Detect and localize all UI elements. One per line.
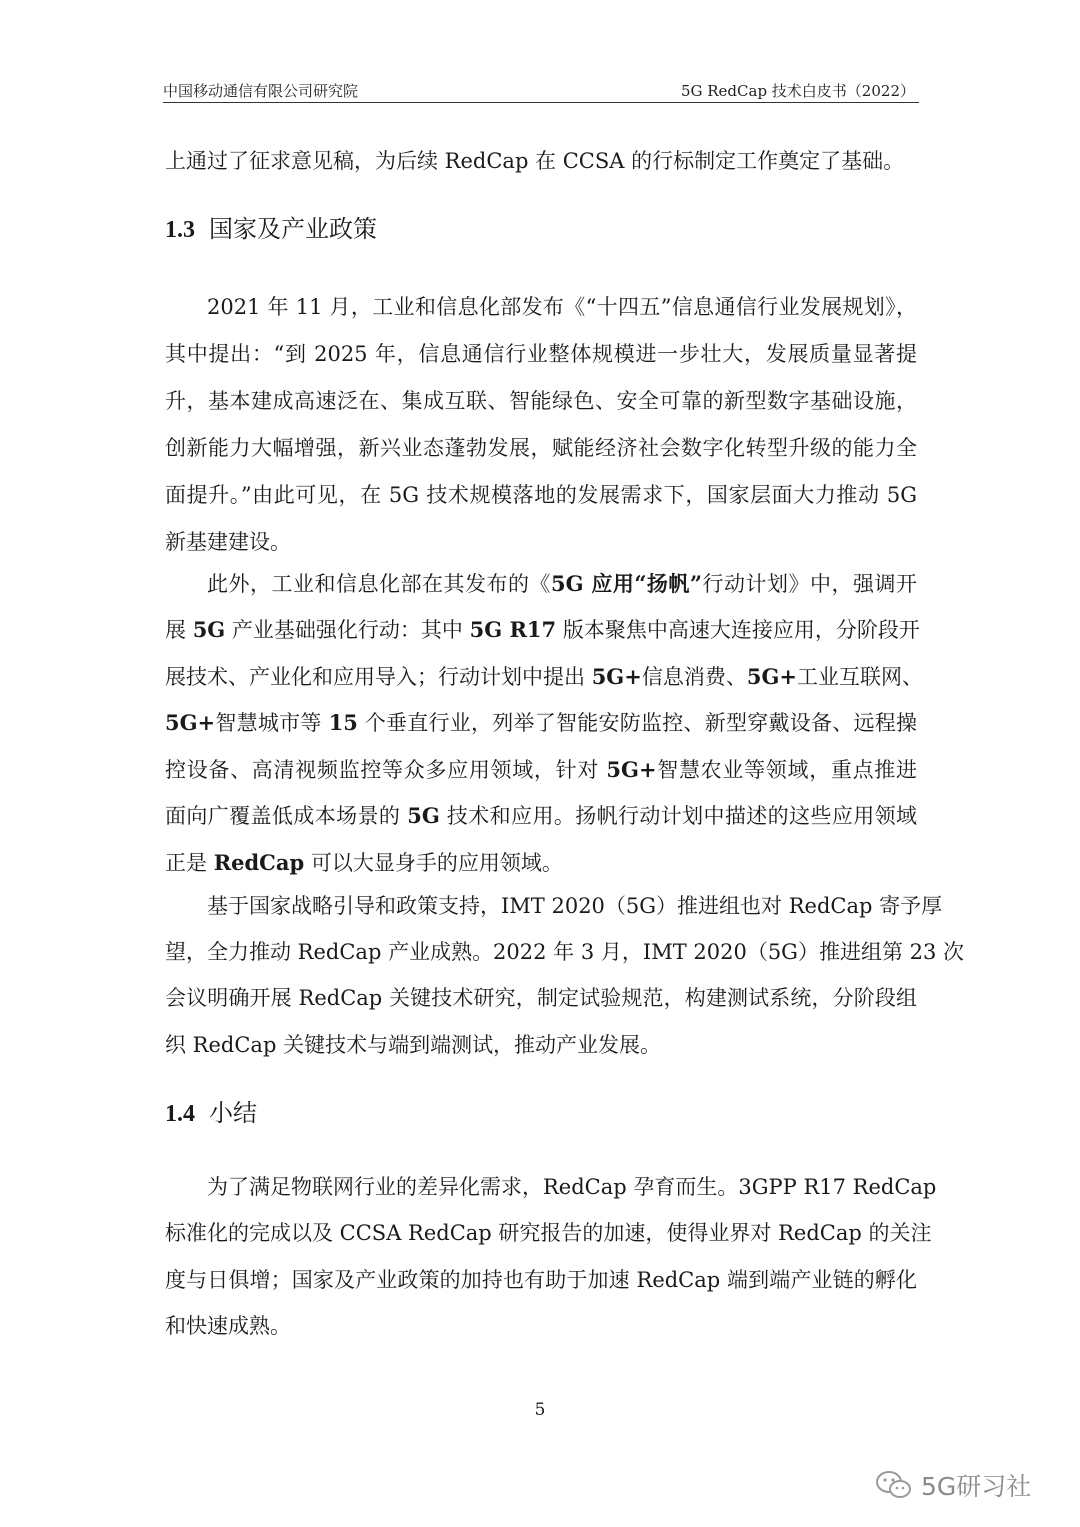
paragraph-line: 升，基本建成高速泛在、集成互联、智能绿色、安全可靠的新型数字基础设施， [165, 389, 917, 413]
paragraph-line: 展技术、产业化和应用导入；行动计划中提出 5G+信息消费、5G+工业互联网、 [165, 664, 923, 689]
header-divider [163, 102, 919, 103]
paragraph-line: 标准化的完成以及 CCSA RedCap 研究报告的加速，使得业界对 RedCap 的关注 [165, 1221, 932, 1245]
paragraph-line: 5G+智慧城市等 15 个垂直行业，列举了智能安防监控、新型穿戴设备、远程操 [165, 710, 917, 735]
watermark-text: 5G研习社 [921, 1472, 1032, 1501]
section-title: 国家及产业政策 [209, 215, 377, 243]
paragraph-line: 会议明确开展 RedCap 关键技术研究，制定试验规范，构建测试系统，分阶段组 [165, 986, 917, 1010]
paragraph-line: 其中提出：“到 2025 年，信息通信行业整体规模进一步壮大，发展质量显著提 [165, 342, 917, 366]
header-organization: 中国移动通信有限公司研究院 [163, 82, 359, 100]
paragraph-line: 面提升。”由此可见，在 5G 技术规模落地的发展需求下，国家层面大力推动 5G [165, 483, 917, 507]
section-heading-1-4 [165, 1096, 257, 1131]
section-title: 小结 [209, 1099, 257, 1127]
paragraph-line: 展 5G 产业基础强化行动：其中 5G R17 版本聚焦中高速大连接应用，分阶段开 [165, 617, 920, 642]
paragraph-line: 控设备、高清视频监控等众多应用领域，针对 5G+智慧农业等领域，重点推进 [165, 757, 917, 782]
page-header [163, 78, 919, 102]
continuation-text: 上通过了征求意见稿，为后续 RedCap 在 CCSA 的行标制定工作奠定了基础。 [165, 149, 905, 173]
page-number: 5 [534, 1400, 546, 1420]
paragraph-line: 度与日俱增；国家及产业政策的加持也有助于加速 RedCap 端到端产业链的孵化 [165, 1268, 917, 1292]
paragraph-line: 织 RedCap 关键技术与端到端测试，推动产业发展。 [165, 1033, 662, 1057]
paragraph-line: 正是 RedCap 可以大显身手的应用领域。 [165, 850, 563, 875]
paragraph-line: 和快速成熟。 [165, 1314, 291, 1338]
paragraph-line: 基于国家战略引导和政策支持，IMT 2020（5G）推进组也对 RedCap 寄予厚 [207, 894, 943, 918]
paragraph-line: 面向广覆盖低成本场景的 5G 技术和应用。扬帆行动计划中描述的这些应用领域 [165, 803, 917, 828]
paragraph-line: 此外，工业和信息化部在其发布的《5G 应用“扬帆”行动计划》中，强调开 [207, 571, 918, 596]
paragraph-line: 为了满足物联网行业的差异化需求，RedCap 孕育而生。3GPP R17 RedCap [207, 1175, 937, 1199]
section-number: 1.4 [165, 1101, 195, 1127]
header-document-title: 5G RedCap 技术白皮书（2022） [680, 82, 915, 100]
section-heading-1-3 [165, 212, 377, 247]
watermark [875, 1465, 1031, 1505]
paragraph-line: 新基建建设。 [165, 530, 291, 554]
paragraph-line: 2021 年 11 月，工业和信息化部发布《“十四五”信息通信行业发展规划》， [207, 295, 917, 319]
paragraph-line: 望，全力推动 RedCap 产业成熟。2022 年 3 月，IMT 2020（5G）推进组第 23 次 [165, 940, 965, 964]
wechat-icon [875, 1469, 913, 1501]
paragraph-line: 创新能力大幅增强，新兴业态蓬勃发展，赋能经济社会数字化转型升级的能力全 [165, 436, 917, 460]
section-number: 1.3 [165, 217, 195, 243]
